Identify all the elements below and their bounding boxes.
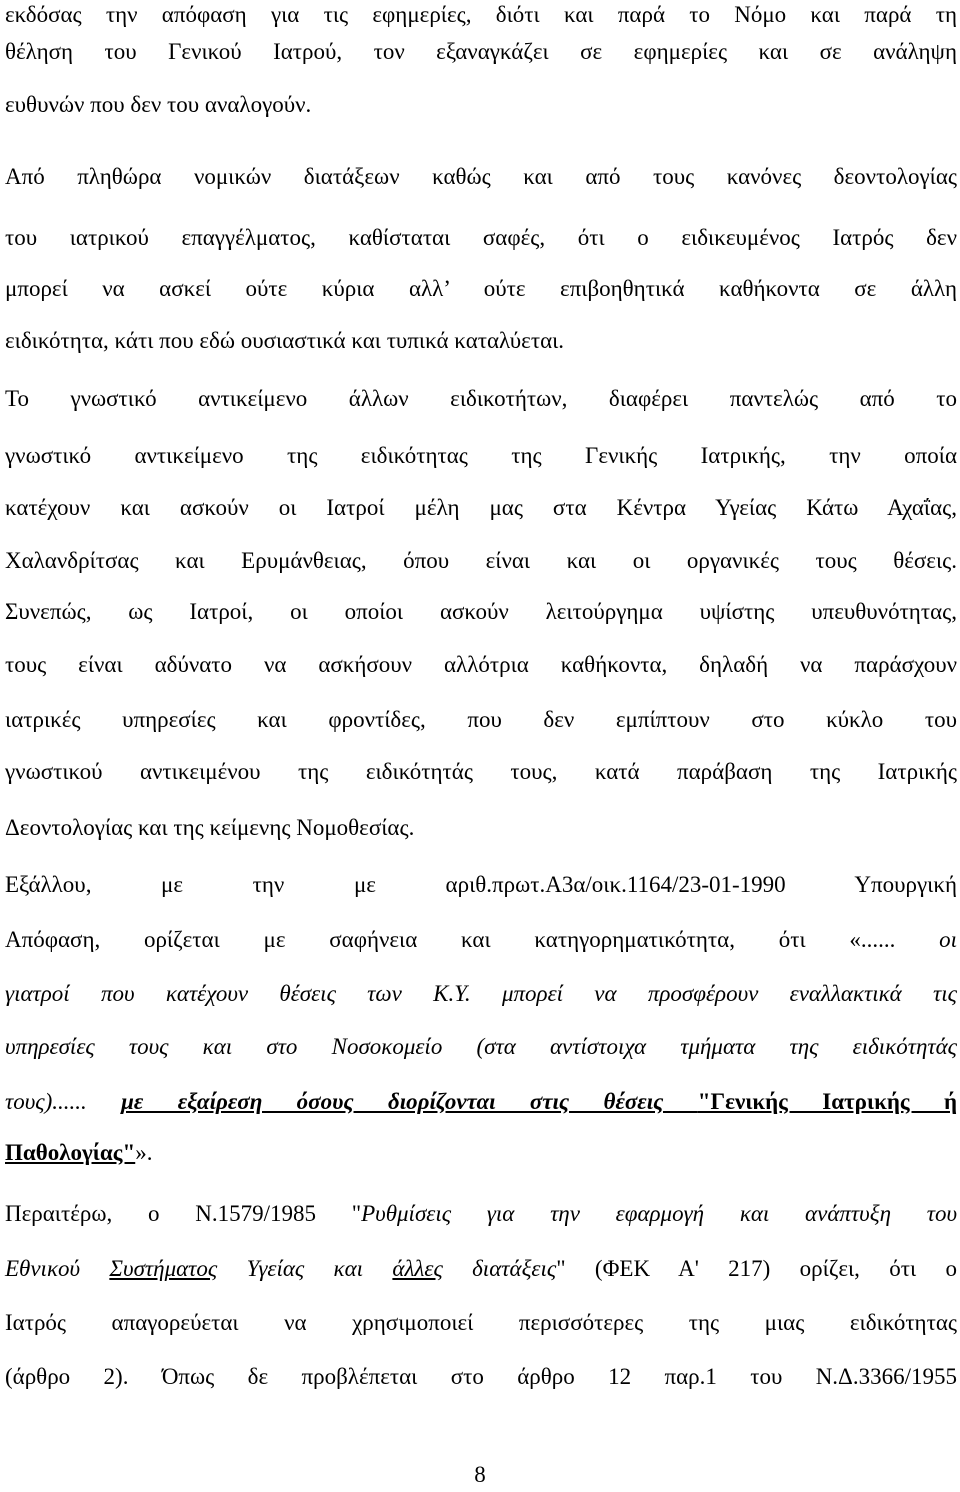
text-line	[5, 162, 957, 192]
text-segment: άλλες	[392, 1256, 443, 1281]
text-segment: Συνεπώς, ως Ιατροί, οι οποίοι ασκούν λειτούργημα υψίστης υπευθυνότητας,	[5, 599, 957, 624]
text-segment: οι	[939, 927, 957, 952]
text-segment: Εθνικού	[5, 1256, 110, 1281]
text-line	[5, 1138, 957, 1168]
text-line	[5, 90, 957, 120]
text-segment: Παθολογίας"	[5, 1140, 136, 1165]
text-segment: " (ΦΕΚ Α' 217) ορίζει, ότι ο	[556, 1256, 957, 1281]
text-segment: μπορεί να ασκεί ούτε κύρια αλλ’ ούτε επιβοηθητικά καθήκοντα σε άλλη	[5, 276, 957, 301]
text-segment: διατάξεις	[442, 1256, 557, 1281]
text-line	[5, 223, 957, 253]
text-line	[5, 1032, 957, 1062]
text-segment: ».	[135, 1140, 153, 1165]
text-line	[5, 493, 957, 523]
text-segment: Συστήματος	[109, 1256, 218, 1281]
text-line	[5, 1199, 957, 1229]
text-segment: Περαιτέρω, ο Ν.1579/1985 "	[5, 1201, 362, 1226]
text-segment: ιατρικές υπηρεσίες και φροντίδες, που δεν εμπίπτουν στο κύκλο του	[5, 707, 957, 732]
text-segment: Χαλανδρίτσας και Ερυμάνθειας, όπου είναι και οι οργανικές τους θέσεις.	[5, 548, 957, 573]
text-segment: Δεοντολογίας και της κείμενης Νομοθεσίας.	[5, 815, 415, 840]
text-segment: με εξαίρεση όσους διορίζονται στις θέσεις	[121, 1089, 698, 1114]
text-segment: Εξάλλου, με την με αριθ.πρωτ.Α3α/οικ.1164/23-01-1990 Υπουργική	[5, 872, 957, 897]
text-segment: τους)......	[5, 1089, 122, 1114]
text-segment: Υγείας και	[217, 1256, 393, 1281]
text-segment: του ιατρικού επαγγέλματος, καθίσταται σαφές, ότι ο ειδικευμένος Ιατρός δεν	[5, 225, 957, 250]
text-segment: εκδόσας την απόφαση για τις εφημερίες, διότι και παρά το Νόμο και παρά τη	[5, 2, 957, 27]
text-segment: Το γνωστικό αντικείμενο άλλων ειδικοτήτων, διαφέρει παντελώς από το	[5, 386, 957, 411]
text-segment: κατέχουν και ασκούν οι Ιατροί μέλη μας στα Κέντρα Υγείας Κάτω Αχαΐας,	[5, 495, 957, 520]
text-line	[5, 813, 957, 843]
text-segment: τους είναι αδύνατο να ασκήσουν αλλότρια καθήκοντα, δηλαδή να παράσχουν	[5, 652, 957, 677]
text-segment: θέληση του Γενικού Ιατρού, τον εξαναγκάζει σε εφημερίες και σε ανάληψη	[5, 39, 957, 64]
text-line	[5, 870, 957, 900]
text-segment: Ιατρός απαγορεύεται να χρησιμοποιεί περισσότερες της μιας ειδικότητας	[5, 1310, 957, 1335]
text-segment: ειδικότητα, κάτι που εδώ ουσιαστικά και τυπικά καταλύεται.	[5, 328, 565, 353]
text-line	[5, 597, 957, 627]
text-line	[5, 650, 957, 680]
text-line	[5, 1308, 957, 1338]
text-line	[5, 0, 957, 30]
text-segment: Από πληθώρα νομικών διατάξεων καθώς και από τους κανόνες δεοντολογίας	[5, 164, 957, 189]
text-line	[5, 705, 957, 735]
text-line	[5, 37, 957, 67]
text-line	[5, 925, 957, 955]
text-segment: ευθυνών που δεν του αναλογούν.	[5, 92, 312, 117]
text-line	[5, 1254, 957, 1284]
text-segment: γνωστικού αντικειμένου της ειδικότητάς τους, κατά παράβαση της Ιατρικής	[5, 759, 957, 784]
text-line	[5, 757, 957, 787]
text-segment: υπηρεσίες τους και στο Νοσοκομείο (στα αντίστοιχα τμήματα της ειδικότητάς	[5, 1034, 957, 1059]
text-segment: Ρυθμίσεις για την εφαρμογή και ανάπτυξη του	[361, 1201, 958, 1226]
text-segment: γιατροί που κατέχουν θέσεις των Κ.Υ. μπορεί να προσφέρουν εναλλακτικά τις	[5, 981, 957, 1006]
text-segment: (άρθρο 2). Όπως δε προβλέπεται στο άρθρο 12 παρ.1 του Ν.Δ.3366/1955	[5, 1364, 957, 1389]
text-line	[5, 979, 957, 1009]
text-line	[5, 274, 957, 304]
text-segment: Απόφαση, ορίζεται με σαφήνεια και κατηγορηματικότητα, ότι «......	[5, 927, 940, 952]
text-line	[5, 326, 957, 356]
text-line	[5, 1362, 957, 1392]
page-number: 8	[474, 1462, 486, 1487]
text-line	[5, 1087, 957, 1117]
text-line	[5, 441, 957, 471]
text-line	[5, 384, 957, 414]
text-segment: γνωστικό αντικείμενο της ειδικότητας της Γενικής Ιατρικής, την οποία	[5, 443, 957, 468]
text-segment: "Γενικής Ιατρικής ή	[697, 1089, 958, 1114]
text-line	[5, 546, 957, 576]
